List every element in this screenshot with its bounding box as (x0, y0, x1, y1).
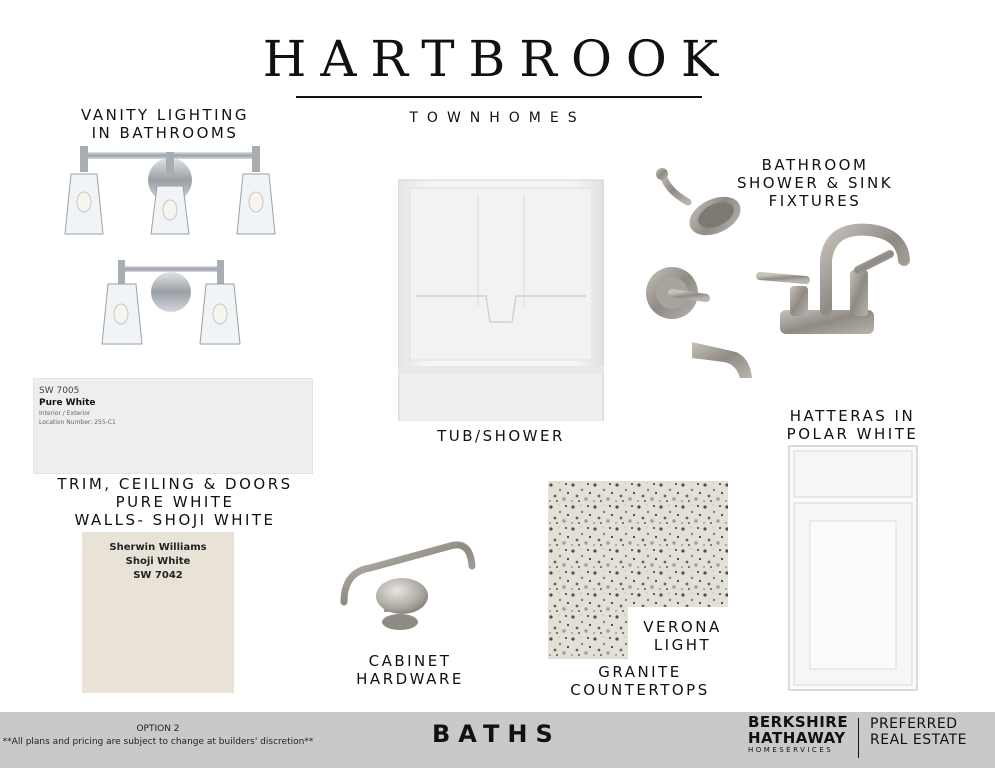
swatch-location: Location Number: 255-C1 (39, 419, 116, 426)
page-subtitle: TOWNHOMES (409, 110, 586, 126)
hatteras-cabinet-door-image (788, 445, 918, 691)
brand-sub: HOMESERVICES (748, 746, 834, 754)
cabinet-hardware-label: CABINET HARDWARE (356, 652, 464, 688)
swatch-usage: Interior / Exterior (39, 410, 91, 417)
hatteras-label: HATTERAS IN POLAR WHITE (786, 407, 919, 443)
tub-shower-image (398, 176, 604, 422)
agency-name (870, 716, 967, 748)
bathroom-fixtures-label: BATHROOM SHOWER & SINK FIXTURES (736, 156, 894, 210)
two-light-vanity-image (96, 260, 246, 350)
verona-label: VERONA LIGHT (643, 618, 722, 654)
granite-label: GRANITE COUNTERTOPS (570, 663, 710, 699)
option-label: OPTION 2 (136, 724, 180, 734)
title-divider (296, 96, 702, 98)
cabinet-hardware-image (340, 532, 478, 640)
fixtures-image (640, 160, 920, 390)
brand-line-1: BERKSHIRE (748, 713, 849, 731)
section-title: BATHS (432, 720, 561, 748)
footer-bar (0, 712, 995, 768)
shoji-white-swatch (82, 532, 234, 693)
shoji-code: SW 7042 (133, 570, 183, 581)
agency-line-2: REAL ESTATE (870, 732, 967, 748)
shoji-name: Shoji White (125, 556, 191, 567)
swatch-code: SW 7005 (39, 386, 80, 396)
shoji-brand: Sherwin Williams (109, 542, 207, 553)
page-title: HARTBROOK (262, 30, 733, 88)
logo-divider (858, 718, 859, 758)
paint-label: TRIM, CEILING & DOORS PURE WHITE WALLS- SHOJI WHITE (57, 475, 293, 529)
bhhs-logo (748, 714, 848, 754)
agency-line-1: PREFERRED (870, 716, 958, 732)
brand-line-2: HATHAWAY (748, 729, 846, 747)
tub-shower-label: TUB/SHOWER (437, 427, 565, 445)
three-light-vanity-image (55, 146, 285, 242)
pure-white-swatch (34, 379, 312, 473)
vanity-lighting-label: VANITY LIGHTING IN BATHROOMS (81, 106, 249, 142)
swatch-name: Pure White (39, 398, 96, 408)
disclaimer: **All plans and pricing are subject to change at builders' discretion** (2, 737, 314, 747)
